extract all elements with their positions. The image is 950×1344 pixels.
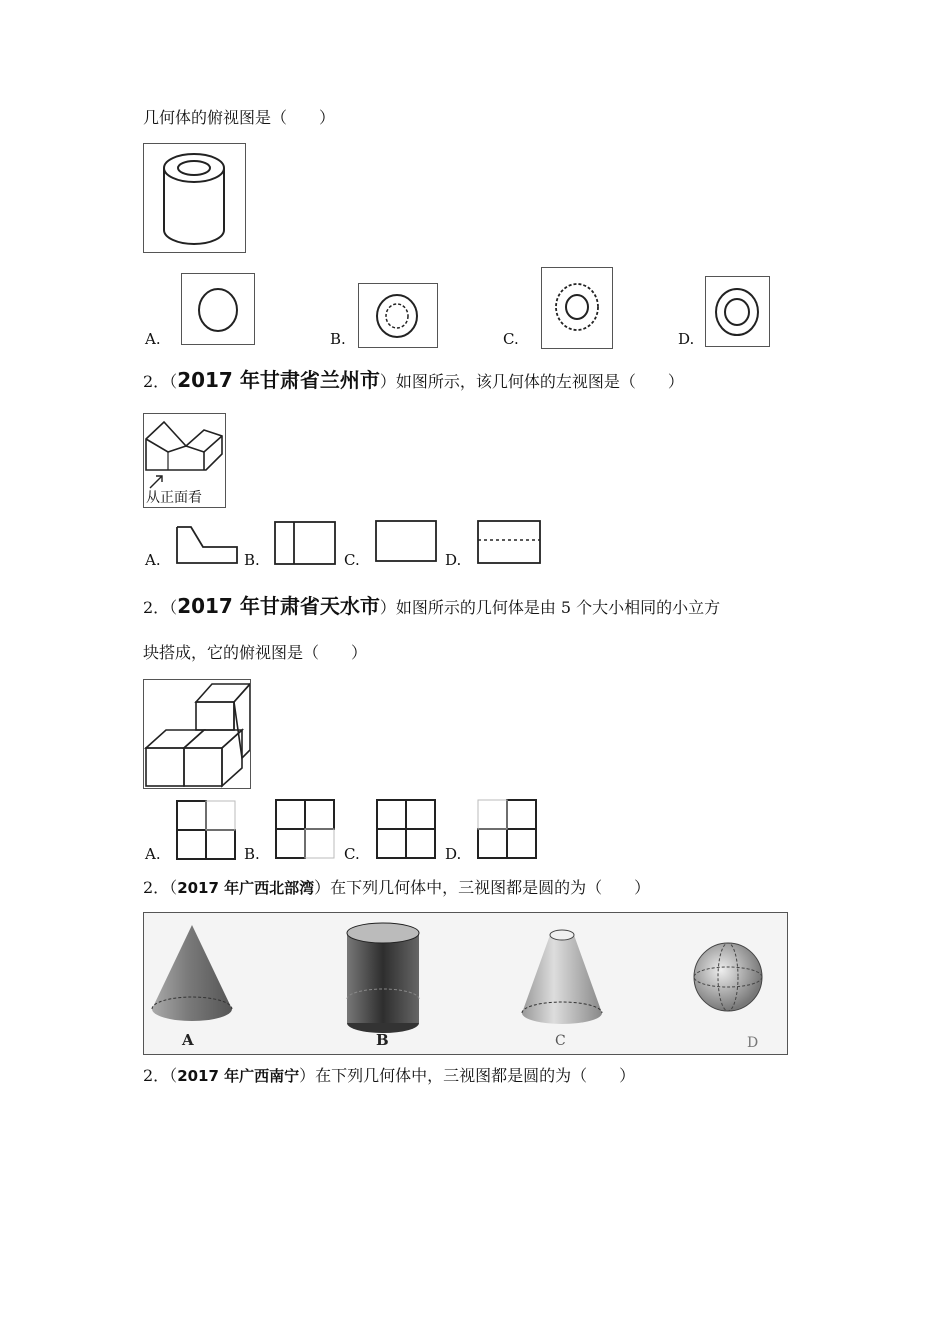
- sphere-solid[interactable]: [694, 943, 762, 1011]
- solid-label-d: D: [747, 1035, 759, 1051]
- q4-source: 2017 年广西北部湾: [177, 879, 315, 897]
- solid-label-b: B: [376, 1031, 389, 1049]
- q2-option-a-label: A.: [145, 551, 161, 569]
- q1-option-a-figure[interactable]: [181, 273, 255, 345]
- q3-stem-line2: 块搭成，它的俯视图是（ ）: [143, 643, 368, 662]
- cone-solid[interactable]: [152, 925, 232, 1021]
- view-direction-label: 从正面看: [146, 490, 202, 506]
- q3-option-b-figure[interactable]: [274, 798, 336, 862]
- q3-line1: [143, 596, 720, 618]
- cylinder-solid[interactable]: [347, 923, 419, 1033]
- q3-number: 2．（: [143, 598, 178, 617]
- q4-number: 2．（: [143, 878, 178, 897]
- q1-option-d-figure[interactable]: [705, 276, 770, 347]
- q1-option-c-label: C.: [503, 330, 519, 348]
- q1-option-d-label: D.: [678, 330, 695, 348]
- q3-source: 2017 年甘肃省天水市: [177, 594, 380, 618]
- q5-source: 2017 年广西南宁: [177, 1067, 300, 1085]
- q2-number: 2．（: [143, 372, 178, 391]
- solid-label-a: A: [182, 1031, 194, 1049]
- q2-option-d-label: D.: [445, 551, 462, 569]
- q5-stem: ）在下列几何体中，三视图都是圆的为（ ）: [299, 1066, 636, 1085]
- q3-option-a-label: A.: [145, 845, 161, 863]
- q2-stem: ）如图所示，该几何体的左视图是（ ）: [379, 372, 684, 391]
- q3-option-a-figure[interactable]: [175, 799, 237, 861]
- q2-line: [143, 370, 684, 392]
- l-block-figure: [143, 413, 226, 508]
- cube-stack-figure: [143, 679, 251, 789]
- q1-stem: 几何体的俯视图是（ ）: [143, 108, 336, 127]
- q5-line: [143, 1066, 635, 1086]
- q3-option-c-label: C.: [344, 845, 360, 863]
- q2-option-c-label: C.: [344, 551, 360, 569]
- q3-option-c-figure[interactable]: [375, 798, 437, 862]
- q4-line: [143, 878, 650, 898]
- q2-option-b-figure[interactable]: [272, 519, 338, 567]
- solid-label-c: C: [555, 1033, 566, 1049]
- q3-option-d-figure[interactable]: [476, 798, 538, 862]
- q2-option-c-figure[interactable]: [373, 518, 439, 566]
- q2-source: 2017 年甘肃省兰州市: [177, 368, 380, 392]
- q2-option-d-figure[interactable]: [475, 518, 543, 568]
- q3-option-d-label: D.: [445, 845, 462, 863]
- q1-option-b-figure[interactable]: [358, 283, 438, 348]
- q1-option-a-label: A.: [145, 330, 161, 348]
- frustum-solid[interactable]: [522, 930, 602, 1024]
- q4-stem: ）在下列几何体中，三视图都是圆的为（ ）: [314, 878, 651, 897]
- q5-number: 2．（: [143, 1066, 178, 1085]
- q3-option-b-label: B.: [244, 845, 260, 863]
- q3-stem-line1: ）如图所示的几何体是由 5 个大小相同的小立方: [379, 598, 721, 617]
- q1-option-c-figure[interactable]: [541, 267, 613, 349]
- q1-option-b-label: B.: [330, 330, 346, 348]
- q2-option-a-figure[interactable]: [173, 523, 241, 567]
- q2-option-b-label: B.: [244, 551, 260, 569]
- solids-photo-figure: [143, 912, 788, 1055]
- hollow-cylinder-figure: [143, 143, 246, 253]
